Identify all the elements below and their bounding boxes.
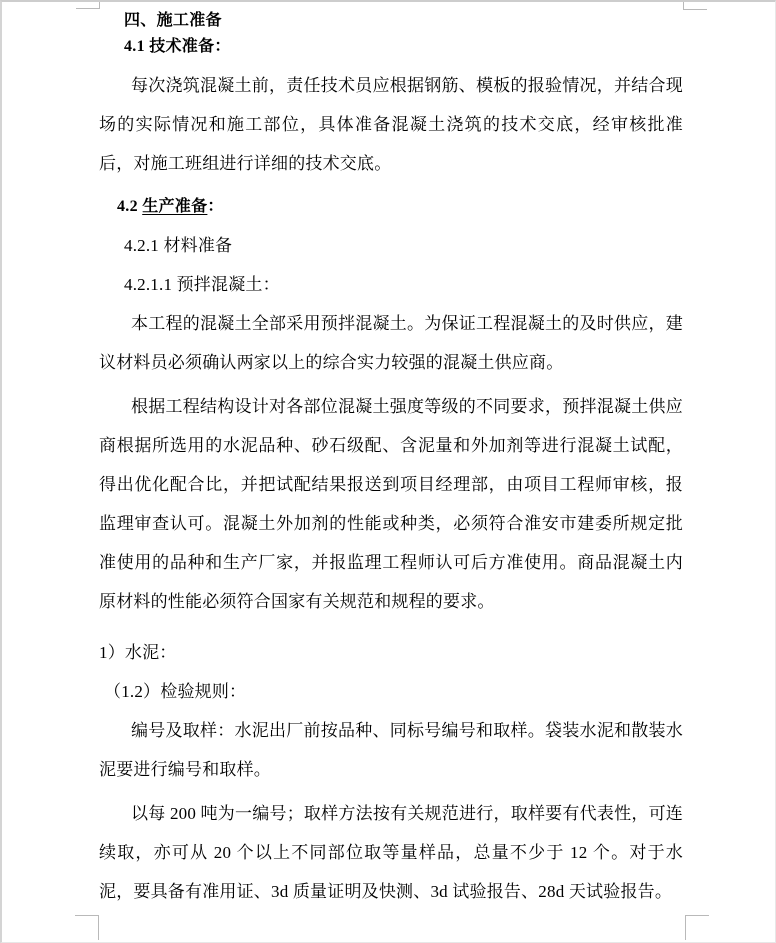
document-text-area[interactable] <box>99 2 683 911</box>
text-boundary-mark-top-right <box>683 0 707 10</box>
heading-construction-preparation[interactable]: 四、施工准备 <box>124 12 222 29</box>
para-technical-disclosure[interactable]: 每次浇筑混凝土前，责任技术员应根据钢筋、模板的报验情况，并结合现场的实际情况和施工部位，具体准备混凝土浇筑的技术交底，经审核批准后，对施工班组进行详细的技术交底。 <box>99 76 683 173</box>
heading-underlined-text: 生产准备 <box>142 198 208 215</box>
heading-premixed-concrete[interactable]: 4.2.1.1 预拌混凝土： <box>124 275 280 294</box>
heading-technical-preparation[interactable]: 4.1 技术准备： <box>124 38 231 55</box>
heading-material-preparation[interactable]: 4.2.1 材料准备 <box>124 236 233 255</box>
para-sampling-method[interactable]: 以每 200 吨为一编号；取样方法按有关规范进行，取样要有代表性，可连续取，亦可从 20 个以上不同部位取等量样品，总量不少于 12 个。对于水泥，要具备有准用证、3d 质量证明及快测、3d 试验报告、28d 天试验报告。 <box>99 804 683 901</box>
para-mix-design-approval[interactable]: 根据工程结构设计对各部位混凝土强度等级的不同要求，预拌混凝土供应商根据所选用的水泥品种、砂石级配、含泥量和外加剂等进行混凝土试配，得出优化配合比，并把试配结果报送到项目经理部，由项目工程师审核，报监理审查认可。混凝土外加剂的性能或种类，必须符合淮安市建委所规定批准使用的品种和生产厂家，并报监理工程师认可后方准使用。商品混凝土内原材料的性能必须符合国家有关规范和规程的要求。 <box>99 397 683 611</box>
heading-colon: ： <box>207 198 224 215</box>
text-boundary-mark-bottom-right <box>685 915 709 940</box>
list-item-inspection-rules[interactable]: （1.2）检验规则： <box>104 682 247 701</box>
heading-production-preparation[interactable] <box>99 194 683 220</box>
text-boundary-mark-top-left <box>76 0 100 9</box>
list-item-cement[interactable]: 1）水泥： <box>99 643 177 662</box>
para-premixed-concrete-suppliers[interactable]: 本工程的混凝土全部采用预拌混凝土。为保证工程混凝土的及时供应，建议材料员必须确认两家以上的综合实力较强的混凝土供应商。 <box>99 314 683 372</box>
text-boundary-mark-bottom-left <box>75 915 99 940</box>
para-numbering-sampling[interactable]: 编号及取样：水泥出厂前按品种、同标号编号和取样。袋装水泥和散装水泥要进行编号和取样。 <box>99 721 683 779</box>
heading-number: 4.2 <box>117 198 143 215</box>
